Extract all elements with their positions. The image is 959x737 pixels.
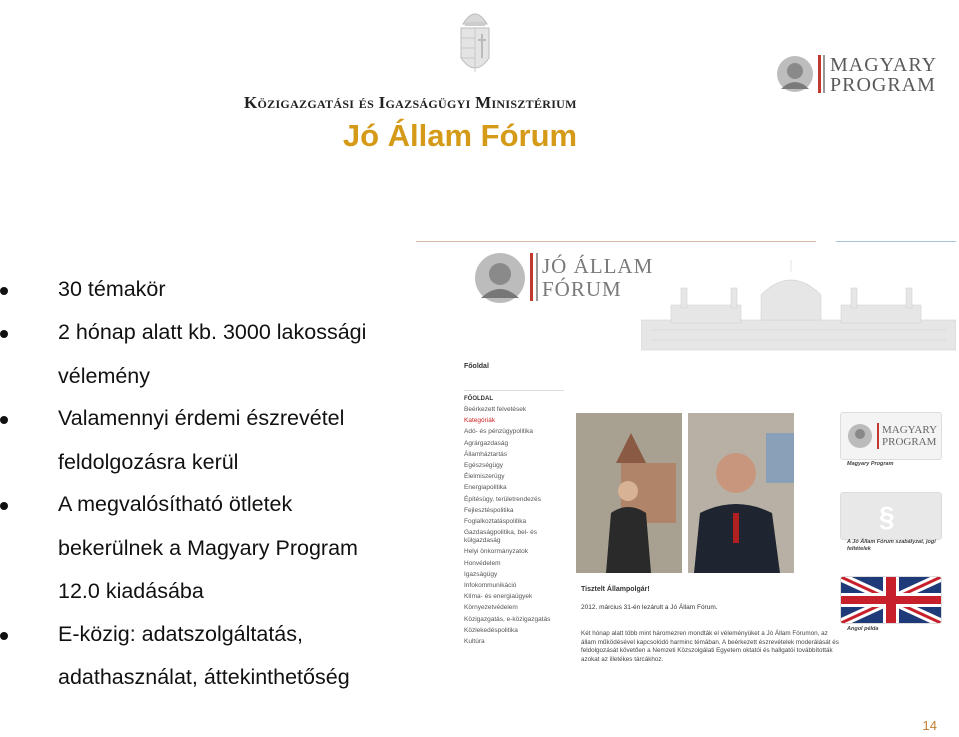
menu-item[interactable]: Igazságügy xyxy=(464,570,498,578)
bullet-text: vélemény xyxy=(58,364,151,388)
site-portrait-icon xyxy=(474,252,526,304)
menu-item[interactable]: Adó- és pénzügypolitika xyxy=(464,428,534,436)
coat-of-arms-icon xyxy=(455,2,495,84)
menu-item[interactable]: Közigazgatás, e-közigazgatás xyxy=(464,615,551,623)
uk-flag-icon xyxy=(841,577,941,623)
page-number: 14 xyxy=(922,718,937,733)
side-caption[interactable]: Magyary Program xyxy=(847,461,894,467)
rules-box[interactable] xyxy=(840,492,942,540)
menu-item[interactable]: Foglalkoztatáspolitika xyxy=(464,518,527,525)
site-logo-divider-gray xyxy=(536,253,538,301)
bullet-text: E-közig: adatszolgáltatás, xyxy=(58,622,303,646)
menu-item[interactable]: Honvédelem xyxy=(464,559,501,567)
side-logo-line-1: MAGYARY xyxy=(882,424,938,436)
menu-item[interactable]: Gazdaságpolitika, bel- és külgazdaság xyxy=(464,529,537,545)
english-example-box[interactable] xyxy=(840,576,942,624)
ministers-photo xyxy=(576,413,794,573)
logo-divider-red xyxy=(818,55,821,93)
menu-item[interactable]: Agrárgazdaság xyxy=(464,439,509,447)
menu-item[interactable]: Építésügy, területrendezés xyxy=(464,495,541,503)
intro-text: Két hónap alatt több mint háromezren mondták el véleményüket a Jó Állam Fórumon, az állam működésével kapcsolódó harminc témában. A beérkezett észrevételek moderálását és feldolgozását követően a Nemzeti Közszolgálati Egyetem oktatói és hallgatói továbbították azokat az illetékes tárcákhoz. xyxy=(581,630,839,663)
side-logo-text xyxy=(882,424,937,448)
menu-item[interactable]: Közlekedéspolitika xyxy=(464,626,518,634)
menu-home[interactable]: FŐOLDAL xyxy=(464,396,493,402)
menu-item[interactable]: Környezetvédelem xyxy=(464,604,518,612)
menu-item[interactable]: Kultúra xyxy=(464,638,485,645)
bullet-dot xyxy=(0,330,8,338)
bullet-text: adathasználat, áttekinthetőség xyxy=(58,665,350,689)
menu-item[interactable]: Fejlesztéspolitika xyxy=(464,506,514,514)
site-logo-divider-red xyxy=(530,253,533,301)
parliament-image xyxy=(641,260,956,352)
date-line: 2012. március 31-én lezárult a Jó Állam Fórum. xyxy=(581,604,718,611)
greeting: Tisztelt Állampolgár! xyxy=(581,586,650,593)
bullet-text: Valamennyi érdemi észrevétel xyxy=(58,406,345,430)
site-name xyxy=(542,255,653,301)
magyary-logo-text xyxy=(830,55,937,95)
side-logo-divider xyxy=(877,423,879,449)
bullet-text: feldolgozásra kerül xyxy=(58,450,239,474)
menu-item[interactable]: Helyi önkormányzatok xyxy=(464,548,528,556)
bullet-dot xyxy=(0,416,8,424)
paragraph-icon: § xyxy=(879,501,895,532)
website-screenshot xyxy=(416,238,956,668)
bullet-text: bekerülnek a Magyary Program xyxy=(58,536,358,560)
site-name-line-1: JÓ ÁLLAM xyxy=(542,254,654,278)
side-caption[interactable]: Angol példa xyxy=(847,626,879,632)
menu-item[interactable]: Egészségügy xyxy=(464,462,504,469)
menu-item[interactable]: Infokommunikáció xyxy=(464,582,517,589)
side-logo-line-2: PROGRAM xyxy=(882,436,937,448)
magyary-portrait-icon xyxy=(776,55,814,93)
bullet-dot xyxy=(0,502,8,510)
header-line xyxy=(836,241,956,242)
site-name-line-2: FÓRUM xyxy=(542,277,622,301)
bullet-text: A megvalósítható ötletek xyxy=(58,492,293,516)
menu-item[interactable]: Beérkezett felvetések xyxy=(464,406,527,413)
menu-item[interactable]: Kategóriák xyxy=(464,417,496,425)
bullet-text: 12.0 kiadásába xyxy=(58,579,204,603)
bullet-dot xyxy=(0,287,8,295)
menu-item[interactable]: Klíma- és energiaügyek xyxy=(464,593,533,601)
menu-item[interactable]: Élelmiszerügy xyxy=(464,473,505,481)
breadcrumb[interactable]: Főoldal xyxy=(464,363,489,370)
side-caption[interactable]: A Jó Állam Fórum szabályzat, jogi feltételek xyxy=(847,539,936,552)
header-line xyxy=(416,241,816,242)
logo-line-2: PROGRAM xyxy=(830,74,936,96)
bullet-dot xyxy=(0,632,8,640)
ministry-name: Közigazgatási és Igazságügyi Minisztérium xyxy=(244,93,577,112)
logo-divider-gray xyxy=(823,55,825,93)
menu-item[interactable]: Energiapolitika xyxy=(464,484,507,492)
magyary-program-box[interactable] xyxy=(840,412,942,460)
menu-item[interactable]: Államháztartás xyxy=(464,450,507,458)
menu-separator xyxy=(464,390,564,391)
logo-line-1: MAGYARY xyxy=(830,54,938,76)
bullet-text: 2 hónap alatt kb. 3000 lakossági xyxy=(58,320,367,344)
page-title: Jó Állam Fórum xyxy=(342,118,578,153)
portrait-icon xyxy=(847,423,873,449)
bullet-text: 30 témakör xyxy=(58,277,166,301)
